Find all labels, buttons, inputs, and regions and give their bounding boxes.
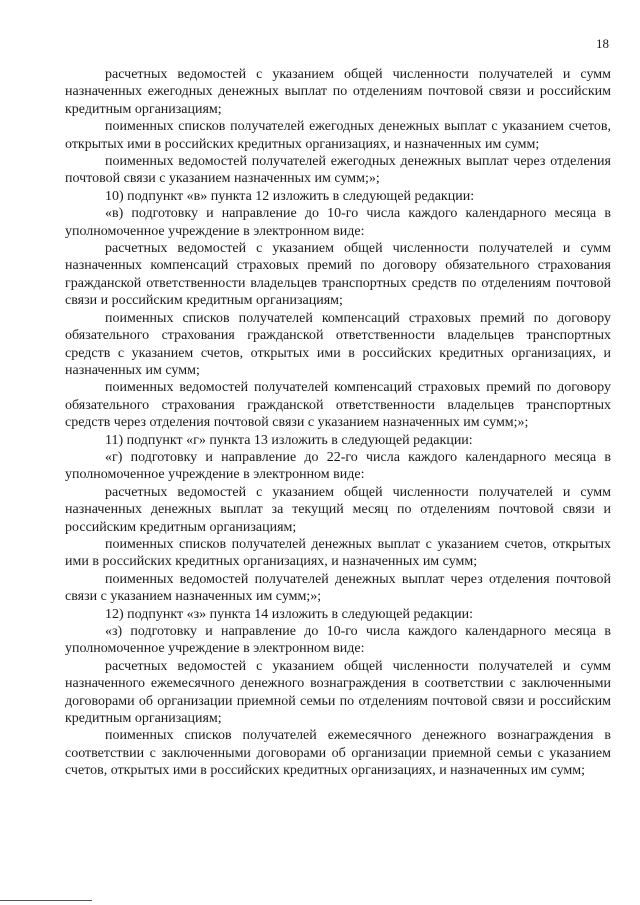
paragraph: расчетных ведомостей с указанием общей численности получателей и сумм назначенных компенсаций страховых премий по договору обязательного страхования гражданской ответственности владельцев транспортных средств по отделениям почтовой связи и российским кредитным организациям; (65, 241, 611, 309)
paragraph: «г) подготовку и направление до 22-го числа каждого календарного месяца в уполномоченное учреждение в электронном виде: (65, 449, 611, 483)
paragraph: поименных списков получателей компенсаций страховых премий по договору обязательного страхования гражданской ответственности владельцев транспортных средств с указанием счетов, открытых ими в российских кредитных организациях, и назначенных им сумм; (65, 310, 611, 378)
document-body (65, 66, 611, 780)
paragraph: 11) подпункт «г» пункта 13 изложить в следующей редакции: (105, 432, 473, 448)
paragraph: поименных ведомостей получателей ежегодных денежных выплат через отделения почтовой связи с указанием назначенных им сумм;»; (65, 154, 611, 187)
paragraph: 10) подпункт «в» пункта 12 изложить в следующей редакции: (105, 188, 475, 204)
paragraph: расчетных ведомостей с указанием общей численности получателей и сумм назначенного ежемесячного денежного вознаграждения в соответствии с заключенными договорами об организации приемной семьи по отделениям почтовой связи и российским кредитным организациям; (65, 658, 611, 727)
paragraph: поименных ведомостей получателей компенсаций страховых премий по договору обязательного страхования гражданской ответственности владельцев транспортных средств через отделения почтовой связи с указанием назначенных им сумм;»; (65, 380, 611, 431)
paragraph: «в) подготовку и направление до 10-го числа каждого календарного месяца в уполномоченное учреждение в электронном виде: (65, 206, 611, 239)
paragraph: 12) подпункт «з» пункта 14 изложить в следующей редакции: (105, 606, 473, 622)
paragraph: расчетных ведомостей с указанием общей численности получателей и сумм назначенных денежных выплат за текущий месяц по отделениям почтовой связи и российским кредитным организациям; (65, 484, 611, 535)
paragraph: поименных списков получателей ежемесячного денежного вознаграждения в соответствии с заключенными договорами об организации приемной семьи с указанием счетов, открытых ими в российских кредитных организациях, и назначенных им сумм; (65, 728, 611, 779)
paragraph: поименных списков получателей ежегодных денежных выплат с указанием счетов, открытых ими в российских кредитных организациях, и назначенных им сумм; (65, 119, 611, 152)
paragraph: поименных списков получателей денежных выплат с указанием счетов, открытых ими в российских кредитных организациях, и назначенных им сумм; (65, 536, 611, 570)
footnote-divider (0, 900, 92, 901)
paragraph: поименных ведомостей получателей денежных выплат через отделения почтовой связи с указанием назначенных им сумм;»; (65, 571, 611, 605)
paragraph: расчетных ведомостей с указанием общей численности получателей и сумм назначенных ежегодных денежных выплат по отделениям почтовой связи и российским кредитным организациям; (65, 67, 611, 117)
paragraph: «з) подготовку и направление до 10-го числа каждого календарного месяца в уполномоченное учреждение в электронном виде: (65, 624, 611, 657)
page-number: 18 (596, 36, 609, 51)
